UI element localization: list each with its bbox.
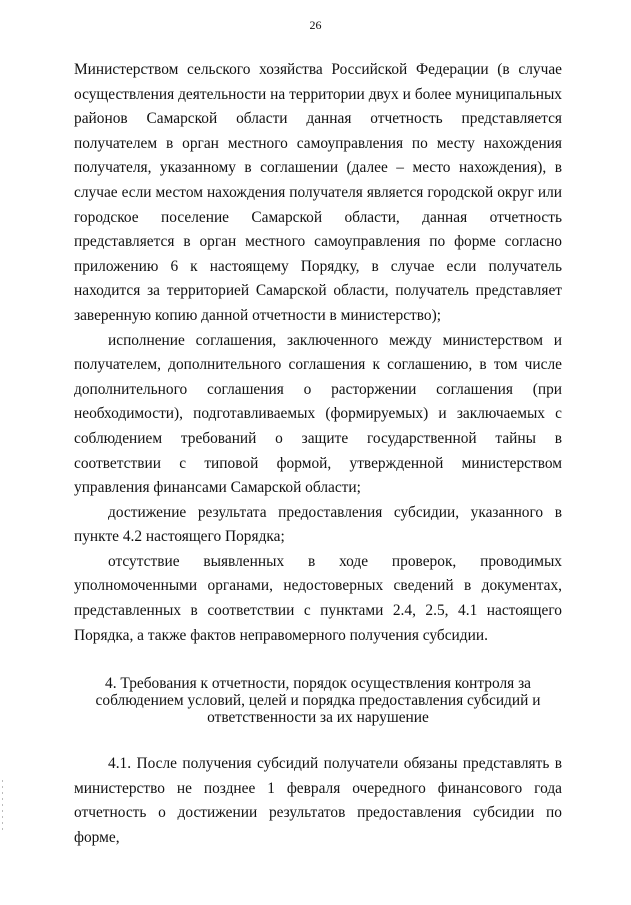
- document-body: [74, 58, 562, 851]
- paragraph-inspections: отсутствие выявленных в ходе проверок, проводимых уполномоченными органами, недостоверных сведений в документах, представленных в соответствии с пунктами 2.4, 2.5, 4.1 настоящего Порядка, а также фактов неправомерного получения субсидии.: [74, 552, 562, 644]
- section-heading-line: соблюдением условий, целей и порядка предоставления субсидий и: [95, 692, 541, 710]
- section-heading: [74, 675, 562, 726]
- page-number: 26: [309, 18, 322, 32]
- scan-edge-mark: [2, 780, 3, 830]
- paragraph-continuation: Министерством сельского хозяйства Российской Федерации (в случае осуществления деятельности на территории двух и более муниципальных районов Самарской области данная отчетность представляется получателем в орган местного самоуправления по месту нахождения получателя, указанному в соглашении (далее – место нахождения), в случае если местом нахождения получателя является городской округ или городское поселение Самарской области, данная отчетность представляется в орган местного самоуправления по форме согласно приложению 6 к настоящему Порядку, в случае если получатель находится за территорией Самарской области, получатель представляет заверенную копию данной отчетности в министерство);: [74, 61, 562, 324]
- section-heading-line: ответственности за их нарушение: [207, 709, 429, 727]
- section-heading-line: 4. Требования к отчетности, порядок осуществления контроля за: [105, 675, 531, 693]
- paragraph-agreement: исполнение соглашения, заключенного между министерством и получателем, дополнительного соглашения к соглашению, в том числе дополнительного соглашения о расторжении соглашения (при необходимости), подготавливаемых (формируемых) и заключаемых с соблюдением требований о защите государственной тайны в соответствии с типовой формой, утвержденной министерством управления финансами Самарской области;: [74, 331, 562, 497]
- paragraph-4-1: 4.1. После получения субсидий получатели обязаны представлять в министерство не позднее 1 февраля очередного финансового года отчетность о достижении результатов предоставления субсидии по форме,: [74, 755, 562, 847]
- paragraph-result: достижение результата предоставления субсидии, указанного в пункте 4.2 настоящего Порядка;: [74, 503, 562, 546]
